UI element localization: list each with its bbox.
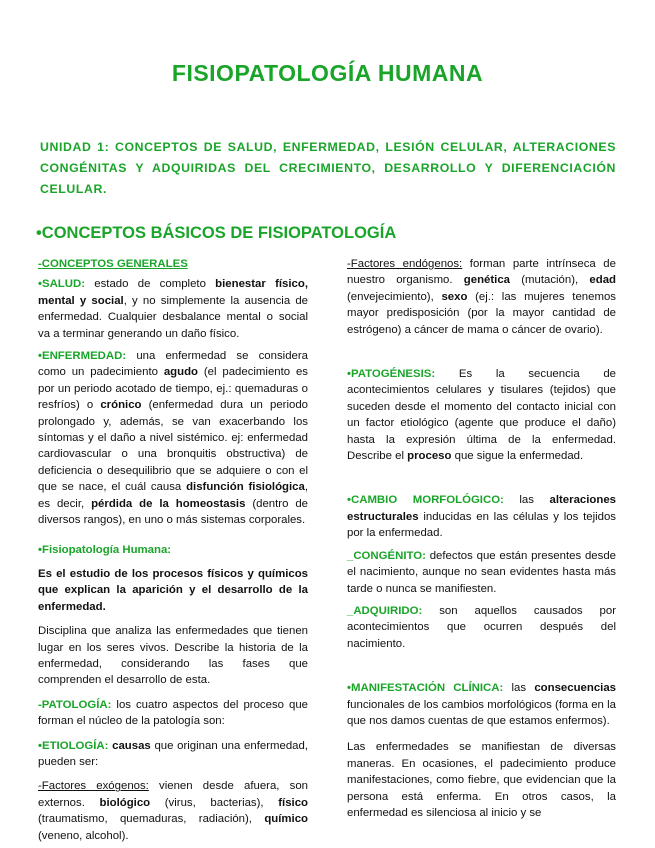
etiologia-label: •ETIOLOGÍA:: [38, 739, 109, 752]
salud-label: •SALUD:: [38, 278, 86, 291]
document-title: FISIOPATOLOGÍA HUMANA: [171, 60, 484, 86]
factores-endogenos-label: -Factores endógenos:: [347, 258, 463, 270]
congenito-label: _CONGÉNITO:: [347, 549, 426, 562]
factores-endogenos-paragraph: -Factores endógenos: forman parte intrínseca de nuestro organismo. genética (mutación), edad (envejecimiento), sexo (ej.: las mujeres tenemos mayor predisposición (por la mayor cantidad de estrógeno) a cáncer de mama o cáncer de ovario).: [347, 258, 616, 336]
fisiopatologia-description: Disciplina que analiza las enfermedades que tienen lugar en los seres vivos. Describe la historia de la enfermedad, considerando las fases que comprenden el desarrollo de esta.: [38, 625, 308, 687]
manifestacion-clinica-paragraph: •MANIFESTACIÓN CLÍNICA: las consecuencias funcionales de los cambios morfológicos (forma en la que nos damos cuentas de que estamos enfermos).: [347, 682, 616, 727]
manifestacion-clinica-label: •MANIFESTACIÓN CLÍNICA:: [347, 682, 504, 695]
patologia-label: -PATOLOGÍA:: [38, 698, 112, 711]
enfermedad-label: •ENFERMEDAD:: [38, 350, 127, 363]
salud-paragraph: •SALUD: estado de completo bienestar físico, mental y social, y no simplemente la ausencia de enfermedad. Cualquier desbalance mental o social va a terminar generando un daño físico.: [38, 278, 308, 340]
right-column: [347, 256, 616, 821]
adquirido-label: _ADQUIRIDO:: [347, 604, 423, 617]
cambio-morfologico-paragraph: •CAMBIO MORFOLÓGICO: las alteraciones estructurales inducidas en las células y los tejidos por la enfermedad.: [347, 494, 616, 540]
unit-heading: UNIDAD 1: CONCEPTOS DE SALUD, ENFERMEDAD, LESIÓN CELULAR, ALTERACIONES CONGÉNITAS Y ADQUIRIDAS DEL CRECIMIENTO, DESARROLLO Y DIFERENCIACIÓN CELULAR.: [40, 140, 616, 196]
etiologia-paragraph: •ETIOLOGÍA: causas que originan una enfermedad, pueden ser:: [38, 739, 308, 768]
fisiopatologia-humana-heading: •Fisiopatología Humana:: [38, 543, 172, 556]
patogenesis-label: •PATOGÉNESIS:: [347, 368, 436, 381]
factores-exogenos-paragraph: -Factores exógenos: vienen desde afuera, son externos. biológico (virus, bacterias), físico (traumatismo, quemaduras, radiación), químico (veneno, alcohol).: [38, 780, 308, 842]
congenito-paragraph: _CONGÉNITO: defectos que están presentes desde el nacimiento, aunque no sean evidentes hasta más tarde o nunca se manifiesten.: [347, 549, 616, 595]
conceptos-generales-heading: -CONCEPTOS GENERALES: [38, 258, 188, 270]
cambio-morfologico-label: •CAMBIO MORFOLÓGICO:: [347, 494, 504, 507]
enfermedad-paragraph: •ENFERMEDAD: una enfermedad se considera como un padecimiento agudo (el padecimiento es por un periodo acotado de tiempo, ej.: quemaduras o resfríos) o crónico (enfermedad dura un periodo prolongado y, además, se van exacerbando los síntomas y el daño a nivel sistémico. ej: enfermedad cardiovascular o una bronquitis obstructiva) de deficiencia o desequilibrio que se adquiere o con el que se nace, el cuál causa disfunción fisiológica, es decir, pérdida de la homeostasis (dentro de diversos rangos), en uno o más sistemas corporales.: [38, 350, 309, 527]
left-column: [38, 256, 308, 844]
patogenesis-paragraph: •PATOGÉNESIS: Es la secuencia de acontecimientos celulares y tisulares (tejidos) que suceden desde el momento del contacto inicial con un factor etiológico (agente que produce el daño) hasta la expresión última de la enfermedad. Describe el proceso que sigue la enfermedad.: [347, 368, 616, 463]
manifestaciones-paragraph: Las enfermedades se manifiestan de diversas maneras. En ocasiones, el padecimiento produce manifestaciones, como fiebre, que evidencian que la persona está enferma. En otros casos, la enfermedad es silenciosa al inicio y se: [347, 741, 616, 819]
factores-exogenos-label: -Factores exógenos:: [38, 780, 149, 793]
fisiopatologia-definition: Es el estudio de los procesos físicos y químicos que explican la aparición y el desarrollo de la enfermedad.: [38, 567, 308, 613]
adquirido-paragraph: _ADQUIRIDO: son aquellos causados por acontecimientos que ocurren después del nacimiento.: [347, 604, 616, 650]
section-heading: •CONCEPTOS BÁSICOS DE FISIOPATOLOGÍA: [36, 224, 397, 242]
patologia-paragraph: -PATOLOGÍA: los cuatro aspectos del proceso que forman el núcleo de la patología son:: [38, 698, 308, 728]
